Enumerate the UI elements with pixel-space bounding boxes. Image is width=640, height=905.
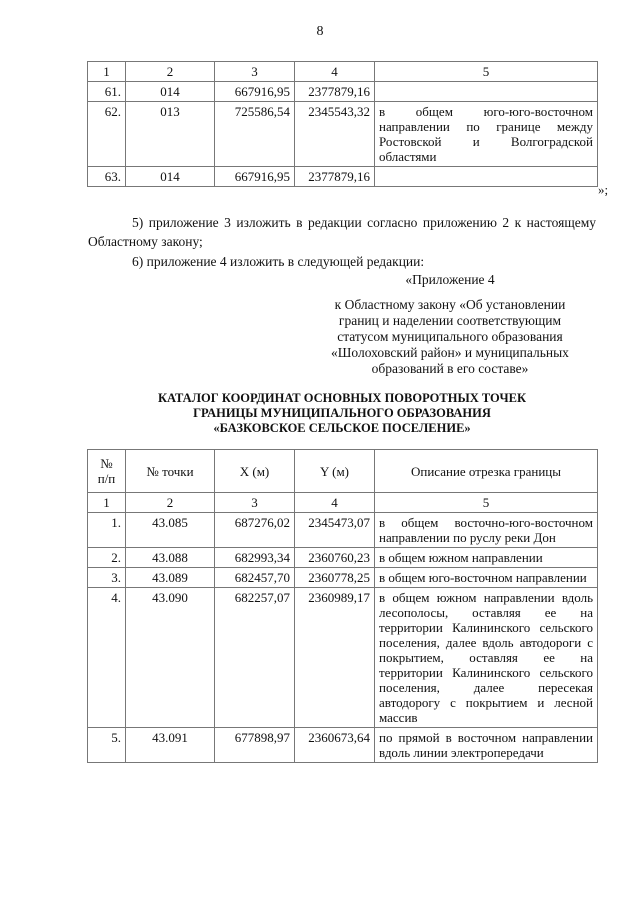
column-index: 2 <box>126 493 215 513</box>
paragraph-item-5: 5) приложение 3 изложить в редакции согласно приложению 2 к настоящему Областному закону; <box>88 215 596 249</box>
row-number: 63. <box>88 167 126 187</box>
row-number: 62. <box>88 102 126 167</box>
header-row-number <box>88 450 126 493</box>
x-coordinate: 667916,95 <box>215 167 295 187</box>
point-number: 43.089 <box>126 568 215 588</box>
catalog-title-line: КАТАЛОГ КООРДИНАТ ОСНОВНЫХ ПОВОРОТНЫХ ТОЧЕК <box>157 391 527 405</box>
point-number: 43.090 <box>126 588 215 728</box>
x-coordinate: 725586,54 <box>215 102 295 167</box>
segment-description: в общем южном направлении <box>375 548 598 568</box>
y-coordinate: 2360760,23 <box>295 548 375 568</box>
x-coordinate: 682257,07 <box>215 588 295 728</box>
header-text: № <box>100 456 113 471</box>
column-index: 1 <box>88 62 126 82</box>
x-coordinate: 682457,70 <box>215 568 295 588</box>
appendix-line: «Приложение 4 <box>405 272 495 287</box>
column-index: 3 <box>215 493 295 513</box>
y-coordinate: 2377879,16 <box>295 167 375 187</box>
segment-description <box>375 167 598 187</box>
y-coordinate: 2377879,16 <box>295 82 375 102</box>
coordinates-catalog-table <box>87 449 598 763</box>
point-number: 014 <box>126 167 215 187</box>
column-index: 4 <box>295 62 375 82</box>
table-row <box>88 513 598 548</box>
x-coordinate: 687276,02 <box>215 513 295 548</box>
y-coordinate: 2360673,64 <box>295 728 375 763</box>
point-number: 43.088 <box>126 548 215 568</box>
closing-quote-mark: »; <box>598 182 609 197</box>
table-row <box>88 568 598 588</box>
appendix-line: к Областному закону «Об установлении <box>334 297 566 312</box>
column-index: 4 <box>295 493 375 513</box>
column-index: 1 <box>88 493 126 513</box>
row-number: 3. <box>88 568 126 588</box>
catalog-title-line: ГРАНИЦЫ МУНИЦИПАЛЬНОГО ОБРАЗОВАНИЯ <box>193 406 491 420</box>
segment-description: в общем восточно-юго-восточном направлении по руслу реки Дон <box>375 513 598 548</box>
table-index-row <box>88 493 598 513</box>
header-description: Описание отрезка границы <box>375 450 598 493</box>
y-coordinate: 2345543,32 <box>295 102 375 167</box>
row-number: 1. <box>88 513 126 548</box>
y-coordinate: 2345473,07 <box>295 513 375 548</box>
row-number: 4. <box>88 588 126 728</box>
catalog-title <box>88 391 596 436</box>
table-row <box>88 82 598 102</box>
table-header-row <box>88 62 598 82</box>
table-row <box>88 548 598 568</box>
header-y: Y (м) <box>295 450 375 493</box>
segment-description: по прямой в восточном направлении вдоль линии электропередачи <box>375 728 598 763</box>
x-coordinate: 667916,95 <box>215 82 295 102</box>
y-coordinate: 2360778,25 <box>295 568 375 588</box>
x-coordinate: 682993,34 <box>215 548 295 568</box>
column-index: 2 <box>126 62 215 82</box>
point-number: 43.091 <box>126 728 215 763</box>
table-row <box>88 588 598 728</box>
segment-description: в общем южном направлении вдоль лесополосы, оставляя ее на территории Калининского сельского поселения, далее вдоль автодороги с покрытием, оставляя ее на территории Калининского сельского поселения, далее пересекая автодорогу с покрытием и лесной массив <box>375 588 598 728</box>
column-index: 5 <box>375 493 598 513</box>
appendix-line: «Шолоховский район» и муниципальных <box>331 345 569 360</box>
header-point-number: № точки <box>126 450 215 493</box>
segment-description: в общем юго-юго-восточном направлении по границе между Ростовской и Волгоградской областями <box>375 102 598 167</box>
row-number: 5. <box>88 728 126 763</box>
header-text: п/п <box>97 471 116 486</box>
appendix-heading <box>310 272 590 377</box>
coordinates-table-continuation <box>87 61 598 187</box>
point-number: 013 <box>126 102 215 167</box>
appendix-line: статусом муниципального образования <box>337 329 563 344</box>
column-index: 5 <box>375 62 598 82</box>
table-row <box>88 728 598 763</box>
point-number: 43.085 <box>126 513 215 548</box>
row-number: 61. <box>88 82 126 102</box>
column-index: 3 <box>215 62 295 82</box>
row-number: 2. <box>88 548 126 568</box>
paragraph-item-6: 6) приложение 4 изложить в следующей редакции: <box>132 254 425 269</box>
segment-description <box>375 82 598 102</box>
table-row <box>88 102 598 167</box>
header-x: X (м) <box>215 450 295 493</box>
table-header-row <box>88 450 598 493</box>
appendix-line: образований в его составе» <box>371 361 529 376</box>
appendix-line: границ и наделении соответствующим <box>338 313 562 328</box>
catalog-title-line: «БАЗКОВСКОЕ СЕЛЬСКОЕ ПОСЕЛЕНИЕ» <box>213 421 471 435</box>
point-number: 014 <box>126 82 215 102</box>
page-number: 8 <box>316 24 324 39</box>
x-coordinate: 677898,97 <box>215 728 295 763</box>
table-row <box>88 167 598 187</box>
y-coordinate: 2360989,17 <box>295 588 375 728</box>
segment-description: в общем юго-восточном направлении <box>375 568 598 588</box>
